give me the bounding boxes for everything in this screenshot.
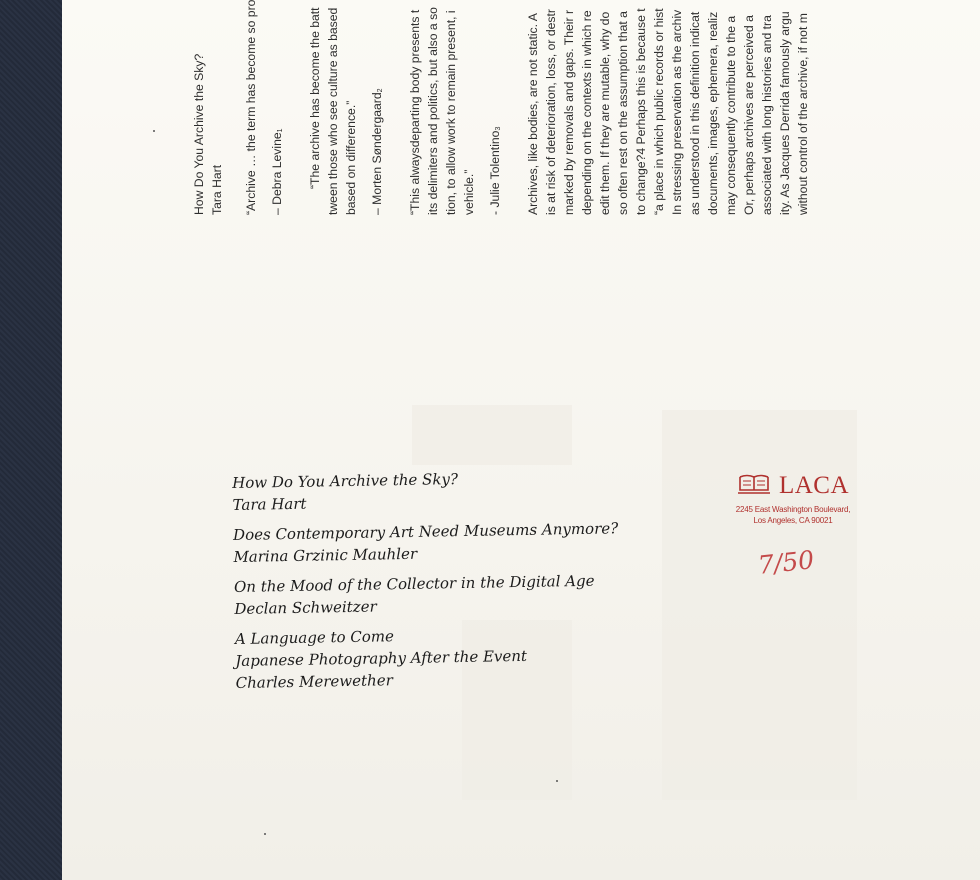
- body-line: so often rest on the assumption that a: [616, 11, 630, 215]
- body-line: associated with long histories and tra: [760, 15, 774, 215]
- quote-sondergaard-line: based on difference.”: [344, 100, 358, 215]
- essay-title: How Do You Archive the Sky?: [192, 53, 206, 215]
- handwritten-entry: [232, 465, 618, 516]
- quote-tolentino-line: its delimiters and politics, but also a so: [426, 7, 440, 215]
- quote-sondergaard-attribution: – Morten Søndergaard2: [370, 88, 384, 215]
- show-through: [662, 410, 857, 800]
- body-line: documents, images, ephemera, realiz: [706, 11, 720, 215]
- handwritten-entry: [233, 517, 619, 568]
- entry-title: Does Contemporary Art Need Museums Anymore?: [232, 519, 619, 544]
- paper-speck: [153, 130, 155, 132]
- quote-levine-attribution: – Debra Levine1: [270, 128, 284, 215]
- paper-speck: [264, 833, 266, 835]
- paper-speck: [556, 780, 558, 782]
- entry-author: Charles Merewether: [235, 671, 393, 692]
- entry-author: Tara Hart: [232, 494, 307, 514]
- essay-author: Tara Hart: [210, 164, 224, 215]
- handwritten-entry: [235, 621, 621, 694]
- quote-sondergaard-line: “The archive has become the batt: [308, 7, 322, 189]
- quote-tolentino-attribution: - Julie Tolentino3: [488, 126, 502, 215]
- stamp-logo: [728, 472, 858, 500]
- body-line: ity. As Jacques Derrida famously argu: [778, 11, 792, 215]
- body-line: “a place in which public records or hist: [652, 8, 666, 215]
- printed-text-block: [190, 0, 812, 215]
- stamp-address-line: Los Angeles, CA 90021: [753, 516, 833, 525]
- quote-tolentino-line: vehicle.”: [462, 169, 476, 215]
- entry-title: How Do You Archive the Sky?: [232, 470, 459, 492]
- laca-stamp: [728, 472, 858, 526]
- body-line: as understood in this definition indicat: [688, 11, 702, 215]
- body-line: In stressing preservation as the archiv: [670, 9, 684, 215]
- quote-tolentino-line: tion, to allow work to remain present, i: [444, 10, 458, 215]
- entry-subtitle: Japanese Photography After the Event: [235, 646, 528, 670]
- entry-author: Marina Grzinic Mauhler: [233, 544, 418, 566]
- entry-author: Declan Schweitzer: [234, 597, 377, 618]
- body-line: to change?4 Perhaps this is because t: [634, 8, 648, 215]
- handwritten-entry: [234, 569, 620, 620]
- handwritten-contents: [232, 465, 621, 702]
- body-line: may consequently contribute to the a: [724, 15, 738, 215]
- entry-title: On the Mood of the Collector in the Digital Age: [233, 571, 595, 596]
- show-through: [412, 405, 572, 465]
- body-line: is at risk of deterioration, loss, or destr: [544, 9, 558, 215]
- quote-levine: “Archive … the term has become so pro: [244, 0, 258, 215]
- book-binding: [0, 0, 64, 880]
- body-line: without control of the archive, if not m: [796, 13, 810, 215]
- entry-title: A Language to Come: [234, 627, 395, 648]
- body-line: Or, perhaps archives are perceived a: [742, 15, 756, 215]
- edition-number: 7/50: [756, 545, 816, 580]
- stamp-name: LACA: [778, 472, 850, 499]
- stamp-address-line: 2245 East Washington Boulevard,: [735, 505, 851, 514]
- quote-tolentino-line: “This alwaysdeparting body presents t: [408, 9, 422, 215]
- body-line: edit them. If they are mutable, why do: [598, 11, 612, 215]
- body-line: marked by removals and gaps. Their r: [562, 9, 576, 215]
- stamp-address: [728, 504, 858, 526]
- book-logo-icon: [737, 473, 771, 500]
- body-line: Archives, like bodies, are not static. A: [526, 13, 540, 215]
- body-line: depending on the contexts in which re: [580, 10, 594, 215]
- quote-sondergaard-line: tween those who see culture as based: [326, 7, 340, 215]
